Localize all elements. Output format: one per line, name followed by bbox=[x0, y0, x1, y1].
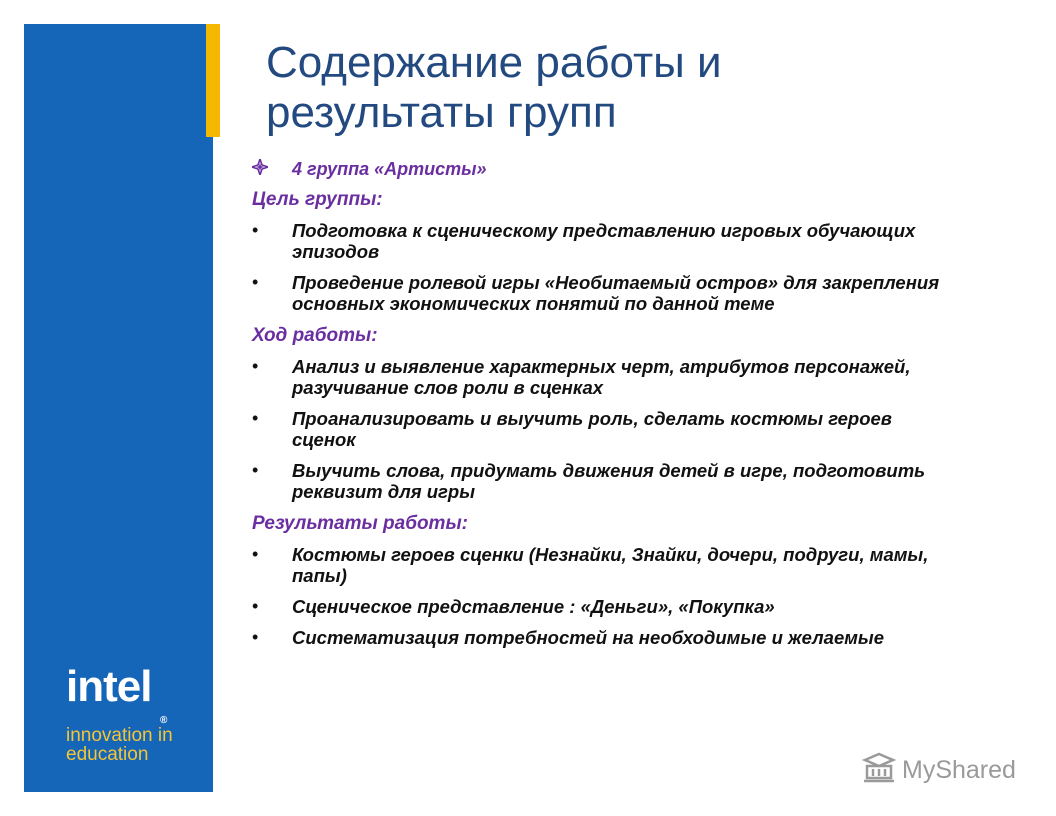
watermark-text: MyShared bbox=[902, 756, 1016, 784]
list-item-text: Выучить слова, придумать движения детей в игре, подготовить реквизит для игры bbox=[292, 460, 926, 502]
title-line-1: Содержание работы и bbox=[266, 38, 722, 87]
list-item-text: Подготовка к сценическому представлению игровых обучающих эпизодов bbox=[292, 220, 916, 262]
myshared-watermark[interactable] bbox=[862, 752, 1016, 789]
list-item bbox=[252, 627, 992, 648]
tagline-line-2: education bbox=[66, 744, 149, 765]
bullet: • bbox=[252, 460, 259, 480]
list-item bbox=[252, 460, 992, 502]
list-item bbox=[252, 220, 992, 262]
section-results-heading: Результаты работы: bbox=[252, 513, 469, 534]
bullet: • bbox=[252, 408, 259, 428]
list-item bbox=[252, 356, 992, 398]
diamond-bullet-icon bbox=[252, 159, 292, 180]
registered-mark: ® bbox=[160, 715, 167, 726]
accent-bar bbox=[206, 24, 220, 137]
list-item-text: Сценическое представление : «Деньги», «Покупка» bbox=[292, 596, 775, 617]
results-list bbox=[252, 544, 992, 648]
list-item bbox=[252, 544, 992, 586]
slide-content bbox=[252, 156, 992, 658]
bullet: • bbox=[252, 272, 259, 292]
list-item-text: Систематизация потребностей на необходимые и желаемые bbox=[292, 627, 884, 648]
list-item-text: Проведение ролевой игры «Необитаемый остров» для закрепления основных экономических понятий по данной теме bbox=[292, 272, 940, 314]
section-goal-heading: Цель группы: bbox=[252, 189, 383, 210]
slide-title bbox=[266, 38, 1026, 138]
list-item-text: Костюмы героев сценки (Незнайки, Знайки, дочери, подруги, мамы, папы) bbox=[292, 544, 929, 586]
bullet: • bbox=[252, 544, 259, 564]
group-line bbox=[252, 156, 992, 182]
group-title: 4 группа «Артисты» bbox=[292, 158, 487, 179]
intel-wordmark-text: intel bbox=[66, 662, 152, 711]
intel-wordmark bbox=[66, 662, 206, 726]
list-item-text: Анализ и выявление характерных черт, атрибутов персонажей, разучивание слов роли в сценках bbox=[292, 356, 911, 398]
bullet: • bbox=[252, 220, 259, 240]
list-item-text: Проанализировать и выучить роль, сделать костюмы героев сценок bbox=[292, 408, 892, 450]
intel-tagline bbox=[66, 726, 206, 764]
intel-logo bbox=[66, 662, 206, 764]
list-item bbox=[252, 272, 992, 314]
bullet: • bbox=[252, 627, 259, 647]
section-progress-heading: Ход работы: bbox=[252, 325, 378, 346]
title-line-2: результаты групп bbox=[266, 88, 617, 137]
bullet: • bbox=[252, 356, 259, 376]
list-item bbox=[252, 596, 992, 617]
progress-list bbox=[252, 356, 992, 502]
list-item bbox=[252, 408, 992, 450]
tagline-line-1: innovation in bbox=[66, 725, 173, 746]
bullet: • bbox=[252, 596, 259, 616]
mortarboard-icon bbox=[862, 752, 896, 789]
goal-list bbox=[252, 220, 992, 314]
